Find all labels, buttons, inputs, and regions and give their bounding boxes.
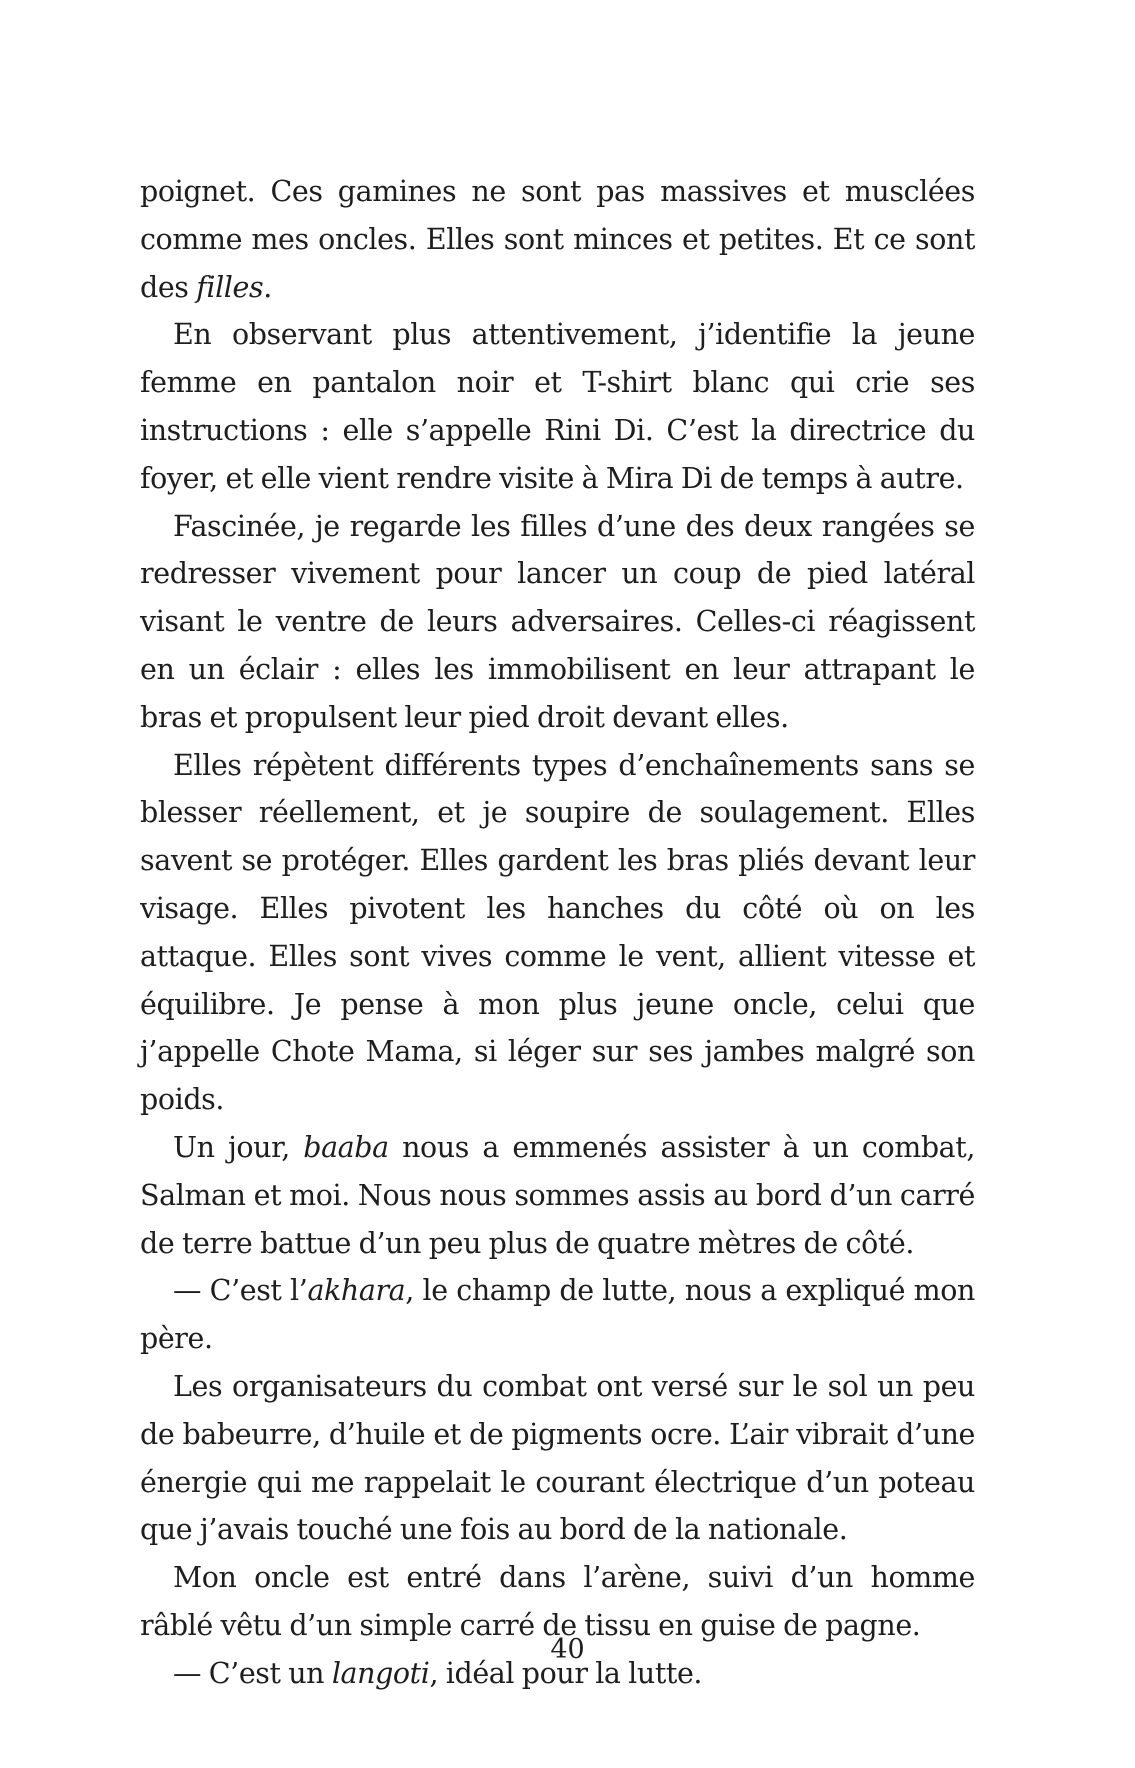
italic-term: baaba [303,1130,389,1164]
text-run: . [263,270,272,304]
italic-term: filles [196,270,264,304]
text-run: Un jour, [173,1130,304,1164]
paragraph [140,1267,975,1363]
text-run: poignet. Ces gamines ne sont pas massives et musclées comme mes oncles. Elles sont minces et petites. Et ce sont des [140,175,975,304]
text-run: Elles répètent différents types d’enchaînements sans se blesser réellement, et je soupire de soulagement. Elles savent se protéger. Elles gardent les bras pliés devant leur visage. Elles pivotent les hanches du côté où on les attaque. Elles sont vives comme le vent, allient vitesse et équilibre. Je pense à mon plus jeune oncle, celui que j’appelle Chote Mama, si léger sur ses jambes malgré son poids. [140,748,975,1117]
text-run: , le champ de lutte, nous a expliqué mon père. [140,1274,975,1356]
body-text [140,168,975,1698]
text-run: , idéal pour la lutte. [429,1656,703,1690]
paragraph [140,1124,975,1267]
text-run: Les organisateurs du combat ont versé sur le sol un peu de babeurre, d’huile et de pigments ocre. L’air vibrait d’une énergie qui me rappelait le courant électrique d’un poteau que j’avais touché une fois au bord de la nationale. [140,1369,975,1547]
text-run: — C’est un [173,1656,332,1690]
italic-term: langoti [331,1656,430,1690]
paragraph [140,168,975,311]
italic-term: akhara [307,1274,406,1308]
text-run: Mon oncle est entré dans l’arène, suivi d’un homme râblé vêtu d’un simple carré de tissu en guise de pagne. [140,1561,975,1642]
text-run: Fascinée, je regarde les filles d’une des deux rangées se redresser vivement pour lancer un coup de pied latéral visant le ventre de leurs adversaires. Celles-ci réagissent en un éclair : elles les immobilisent en leur attrapant le bras et propulsent leur pied droit devant elles. [140,509,975,734]
paragraph [140,1363,975,1554]
paragraph [140,311,975,502]
text-run: — C’est l’ [173,1274,308,1308]
paragraph [140,742,975,1124]
page-number: 40 [550,1634,585,1665]
paragraph [140,503,975,742]
text-run: nous a emmenés assister à un combat, Salman et moi. Nous nous sommes assis au bord d’un carré de terre battue d’un peu plus de quatre mètres de côté. [140,1130,975,1260]
text-run: En observant plus attentivement, j’identifie la jeune femme en pantalon noir et T-shirt blanc qui crie ses instructions : elle s’appelle Rini Di. C’est la directrice du foyer, et elle vient rendre visite à Mira Di de temps à autre. [140,318,975,495]
